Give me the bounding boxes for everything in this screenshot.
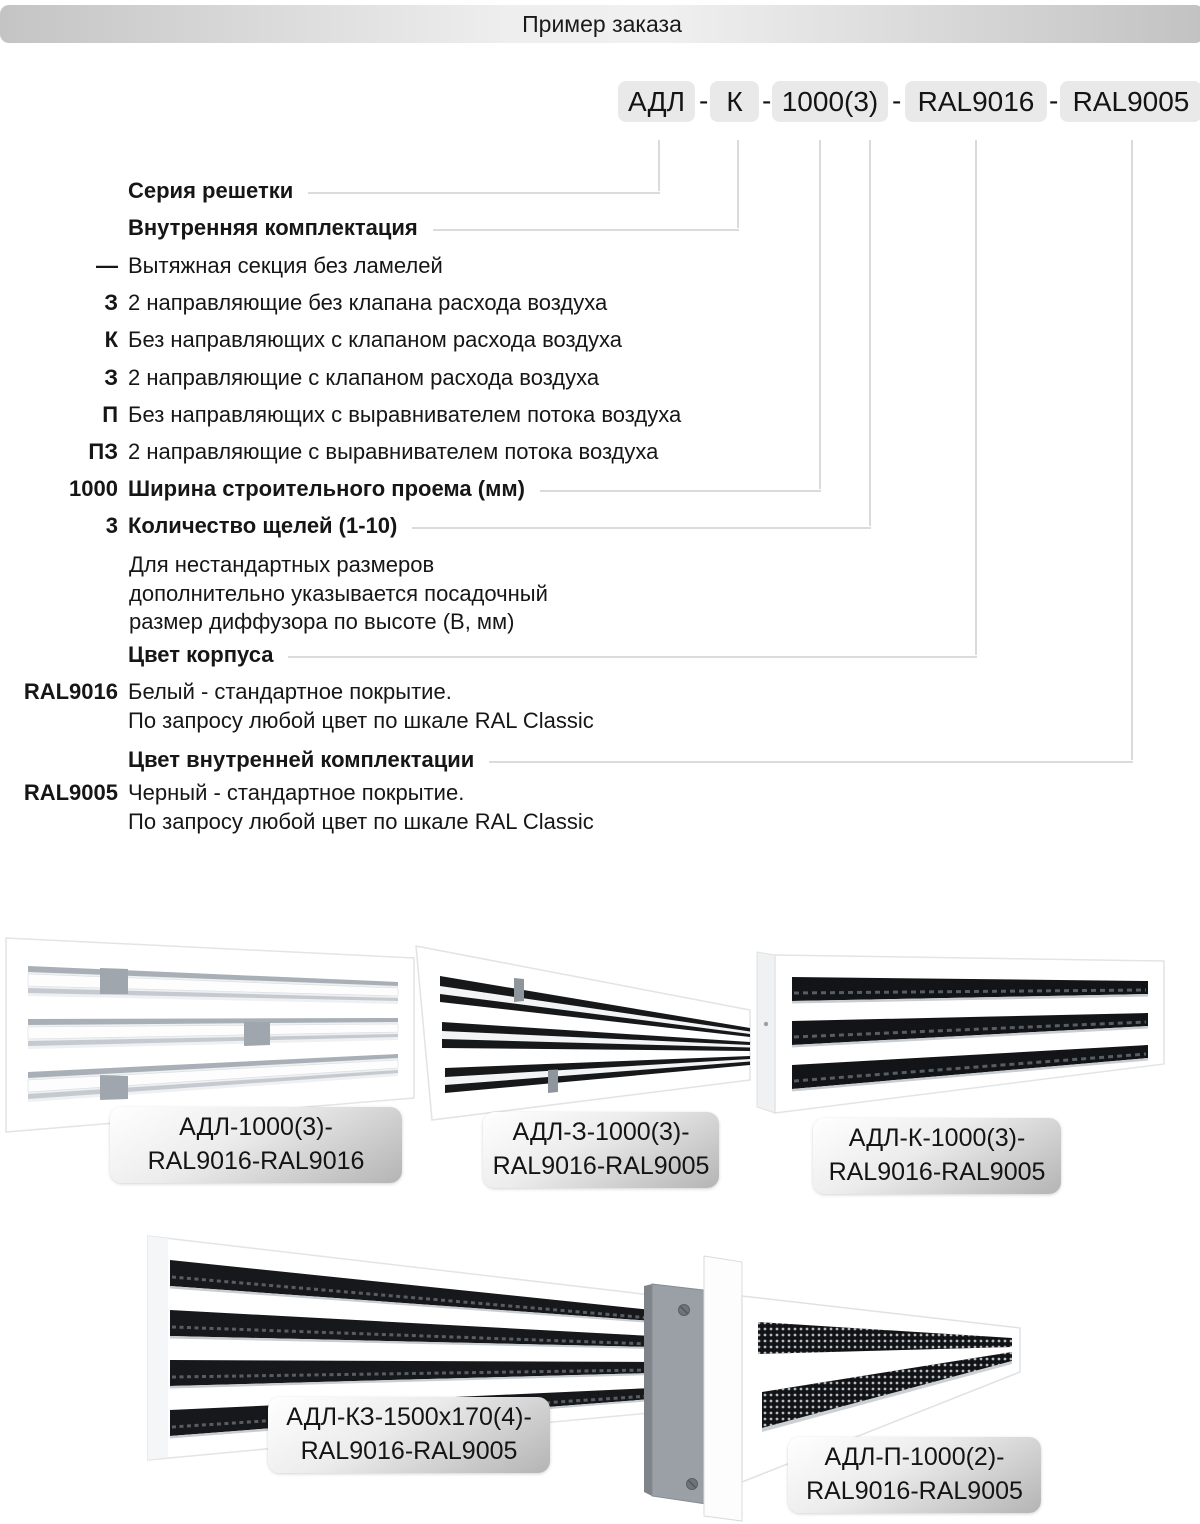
slots-line — [412, 527, 871, 529]
kit-option-code: З — [104, 290, 118, 315]
ral9005-desc-line: Черный - стандартное покрытие. — [128, 780, 465, 805]
row-internal-kit — [0, 213, 739, 243]
internal-kit-label: Внутренняя комплектация — [128, 215, 418, 240]
product-label-line: RAL9016-RAL9005 — [828, 1158, 1046, 1186]
width-line — [540, 490, 821, 492]
series-line — [308, 192, 660, 194]
kit-option-code: ПЗ — [88, 439, 118, 464]
kit-option-row — [0, 288, 607, 318]
row-ral9005 — [0, 779, 594, 836]
product-label-line: RAL9016-RAL9016 — [147, 1147, 365, 1175]
nonstandard-note — [129, 551, 548, 637]
code-separator: - — [699, 85, 709, 116]
kit-option-code: З — [104, 365, 118, 390]
code-segment-series — [618, 81, 695, 122]
row-ral9016 — [0, 678, 594, 735]
kit-option-text: Без направляющих с выравнивателем потока воздуха — [128, 402, 682, 427]
code-segment-kit — [710, 81, 759, 122]
kit-option-text: 2 направляющие с клапаном расхода воздуха — [128, 365, 600, 390]
code-segment-body-color — [905, 81, 1047, 122]
code-segment-size — [772, 81, 888, 122]
product-label — [788, 1437, 1041, 1513]
kit-option-code: К — [104, 327, 118, 352]
kit-option-row — [0, 437, 658, 467]
product-label — [483, 1112, 719, 1188]
connector-width — [819, 140, 821, 489]
product-label — [268, 1397, 550, 1473]
kit-option-row — [0, 251, 443, 281]
connector-body-color — [975, 140, 977, 655]
product-image-adl-z — [398, 932, 770, 1132]
ral9016-code: RAL9016 — [23, 679, 118, 704]
body-color-line — [288, 656, 977, 658]
body-color-label: Цвет корпуса — [128, 642, 274, 667]
product-label-line: RAL9016-RAL9005 — [492, 1152, 710, 1180]
kit-option-text: 2 направляющие с выравнивателем потока воздуха — [128, 439, 659, 464]
slots-label: Количество щелей (1-10) — [128, 513, 398, 538]
ral9005-code: RAL9005 — [23, 780, 118, 805]
row-slots — [0, 511, 871, 541]
code-segment-internal-color — [1060, 81, 1200, 122]
ral9016-desc-line: Белый - стандартное покрытие. — [128, 679, 452, 704]
code-segment-internal-color-text: RAL9005 — [1072, 85, 1190, 117]
product-label-line: RAL9016-RAL9005 — [300, 1437, 518, 1465]
ral9016-desc-line: По запросу любой цвет по шкале RAL Classic — [128, 707, 594, 733]
series-label: Серия решетки — [128, 178, 294, 203]
code-separator: - — [1049, 85, 1059, 116]
kit-option-code: — — [96, 253, 118, 278]
width-label: Ширина строительного проема (мм) — [128, 476, 525, 501]
internal-color-line — [489, 761, 1133, 763]
kit-option-row — [0, 363, 599, 393]
kit-option-text: Вытяжная секция без ламелей — [128, 253, 443, 278]
kit-option-text: 2 направляющие без клапана расхода воздуха — [128, 290, 608, 315]
product-label-line: АДЛ-1000(3)- — [179, 1113, 333, 1141]
product-label-line: АДЛ-З-1000(3)- — [512, 1118, 690, 1146]
note-line: Для нестандартных размеров — [129, 552, 435, 577]
note-line: дополнительно указывается посадочный — [129, 580, 548, 606]
code-segment-series-text: АДЛ — [628, 85, 685, 117]
code-segment-size-text: 1000(3) — [781, 85, 879, 117]
width-code: 1000 — [69, 476, 118, 501]
code-separator: - — [892, 85, 902, 116]
product-label-line: RAL9016-RAL9005 — [806, 1477, 1023, 1505]
code-segment-body-color-text: RAL9016 — [917, 85, 1035, 117]
product-label — [813, 1118, 1061, 1194]
product-label-line: АДЛ-КЗ-1500х170(4)- — [286, 1403, 532, 1431]
code-segment-kit-text: К — [726, 85, 743, 117]
row-width — [0, 474, 821, 504]
row-internal-color — [0, 745, 1133, 775]
product-image-adl-k — [750, 944, 1168, 1124]
kit-option-row — [0, 325, 622, 355]
product-label — [110, 1107, 402, 1183]
header-bar — [0, 5, 1200, 43]
internal-kit-line — [433, 229, 739, 231]
note-line: размер диффузора по высоте (В, мм) — [129, 609, 515, 634]
slots-code: 3 — [105, 513, 118, 538]
kit-option-text: Без направляющих с клапаном расхода воздуха — [128, 327, 622, 352]
page-title: Пример заказа — [522, 10, 682, 37]
kit-option-code: П — [102, 402, 118, 427]
row-series — [0, 176, 660, 206]
kit-option-row — [0, 400, 681, 430]
connector-internal-color — [1131, 140, 1133, 760]
product-label-line: АДЛ-К-1000(3)- — [848, 1124, 1026, 1152]
row-body-color — [0, 640, 977, 670]
product-label-line: АДЛ-П-1000(2)- — [824, 1443, 1005, 1471]
ral9005-desc-line: По запросу любой цвет по шкале RAL Classic — [128, 808, 594, 834]
code-separator: - — [762, 85, 772, 116]
internal-color-label: Цвет внутренней комплектации — [128, 747, 475, 772]
connector-slots — [869, 140, 871, 526]
